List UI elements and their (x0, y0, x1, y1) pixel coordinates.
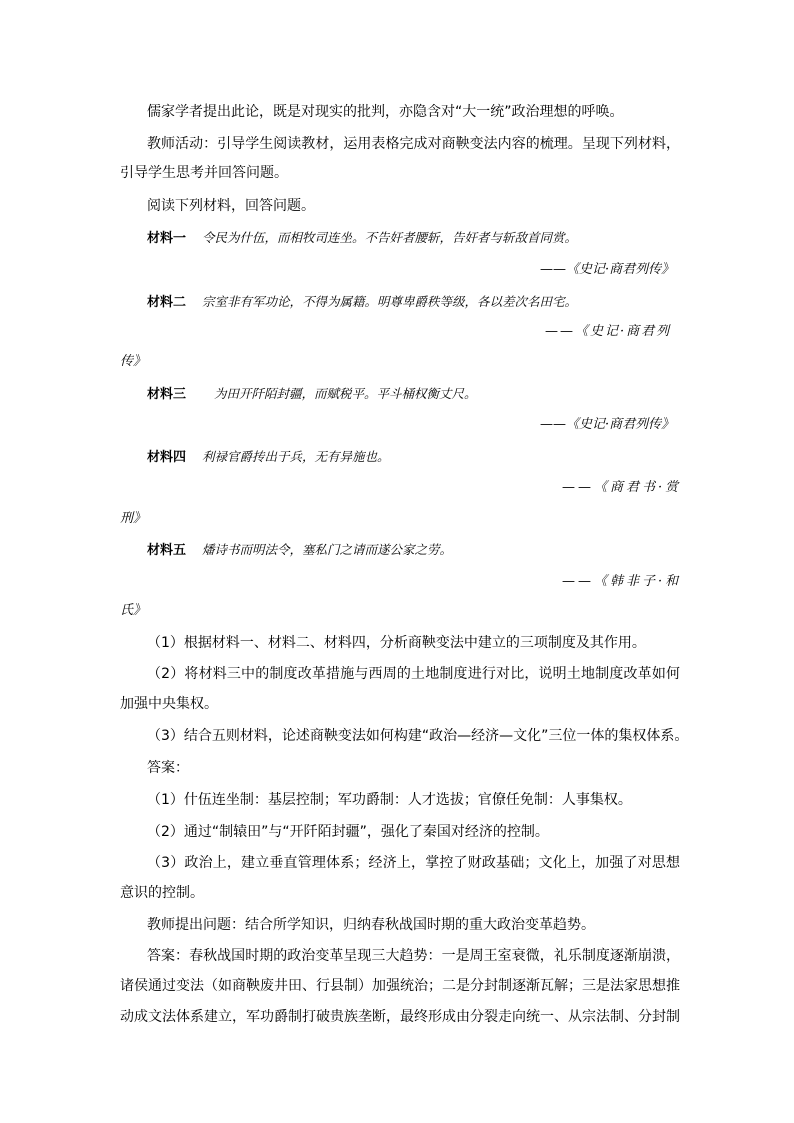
question-2: （2）将材料三中的制度改革措施与西周的土地制度进行对比，说明土地制度改革如何 (147, 666, 680, 682)
material-label: 材料三 (147, 387, 187, 402)
material-label: 材料五 (147, 543, 187, 558)
material-4-source: ——《商君书·赏 (562, 480, 682, 495)
material-2 (147, 292, 577, 313)
final-answer-cont-1: 诸侯通过变法（如商鞅废井田、行县制）加强统治；二是分封制逐渐瓦解；三是法家思想推 (120, 978, 680, 994)
answer-2: （2）通过“制辕田”与“开阡陌封疆”，强化了秦国对经济的控制。 (147, 824, 549, 840)
answers-label: 答案： (147, 760, 189, 776)
material-1-source: ——《史记·商君列传》 (540, 262, 675, 277)
answer-1: （1）什伍连坐制：基层控制；军功爵制：人才选拔；官僚任免制：人事集权。 (147, 792, 632, 808)
material-4 (147, 447, 390, 468)
question-2-cont: 加强中央集权。 (120, 696, 218, 712)
paragraph-teacher-activity: 教师活动：引导学生阅读教材，运用表格完成对商鞅变法内容的梳理。呈现下列材料， (147, 136, 680, 152)
material-5-source-cont: 氏》 (120, 603, 147, 618)
final-answer: 答案：春秋战国时期的政治变革呈现三大趋势：一是周王室衰微，礼乐制度逐渐崩溃， (147, 948, 680, 964)
material-5-source: ——《韩非子·和 (562, 574, 682, 589)
paragraph-read-instruction: 阅读下列材料，回答问题。 (147, 198, 315, 214)
material-label: 材料一 (147, 231, 187, 246)
answer-3: （3）政治上，建立垂直管理体系；经济上，掌控了财政基础；文化上，加强了对思想 (147, 855, 680, 871)
answer-3-cont: 意识的控制。 (120, 885, 204, 901)
material-label: 材料二 (147, 295, 187, 310)
teacher-question: 教师提出问题：结合所学知识，归纳春秋战国时期的重大政治变革趋势。 (147, 917, 595, 933)
material-text: 燔诗书而明法令，塞私门之请而遂公家之劳。 (202, 542, 453, 557)
material-text: 为田开阡陌封疆，而赋税平。平斗桶权衡丈尺。 (214, 386, 477, 401)
material-2-source-cont: 传》 (120, 354, 147, 369)
material-2-source: ——《史记·商君列 (545, 324, 672, 339)
paragraph-teacher-activity-cont: 引导学生思考并回答问题。 (120, 165, 288, 181)
paragraph-confucian: 儒家学者提出此论，既是对现实的批判，亦隐含对“大一统”政治理想的呼唤。 (147, 104, 624, 120)
material-1 (147, 228, 577, 249)
material-5 (147, 540, 452, 561)
material-text: 令民为什伍，而相牧司连坐。不告奸者腰斩，告奸者与斩敌首同赏。 (202, 230, 578, 245)
final-answer-cont-2: 动成文法体系建立，军功爵制打破贵族垄断，最终形成由分裂走向统一、从宗法制、分封制 (120, 1009, 680, 1025)
question-3: （3）结合五则材料，论述商鞅变法如何构建“政治—经济—文化”三位一体的集权体系。 (147, 728, 689, 744)
material-3 (147, 384, 477, 405)
material-text: 宗室非有军功论，不得为属籍。明尊卑爵秩等级，各以差次名田宅。 (202, 294, 578, 309)
material-4-source-cont: 刑》 (120, 511, 147, 526)
material-3-source: ——《史记·商君列传》 (540, 417, 675, 432)
material-label: 材料四 (147, 450, 187, 465)
material-text: 利禄官爵抟出于兵，无有异施也。 (202, 449, 390, 464)
question-1: （1）根据材料一、材料二、材料四，分析商鞅变法中建立的三项制度及其作用。 (147, 635, 646, 651)
